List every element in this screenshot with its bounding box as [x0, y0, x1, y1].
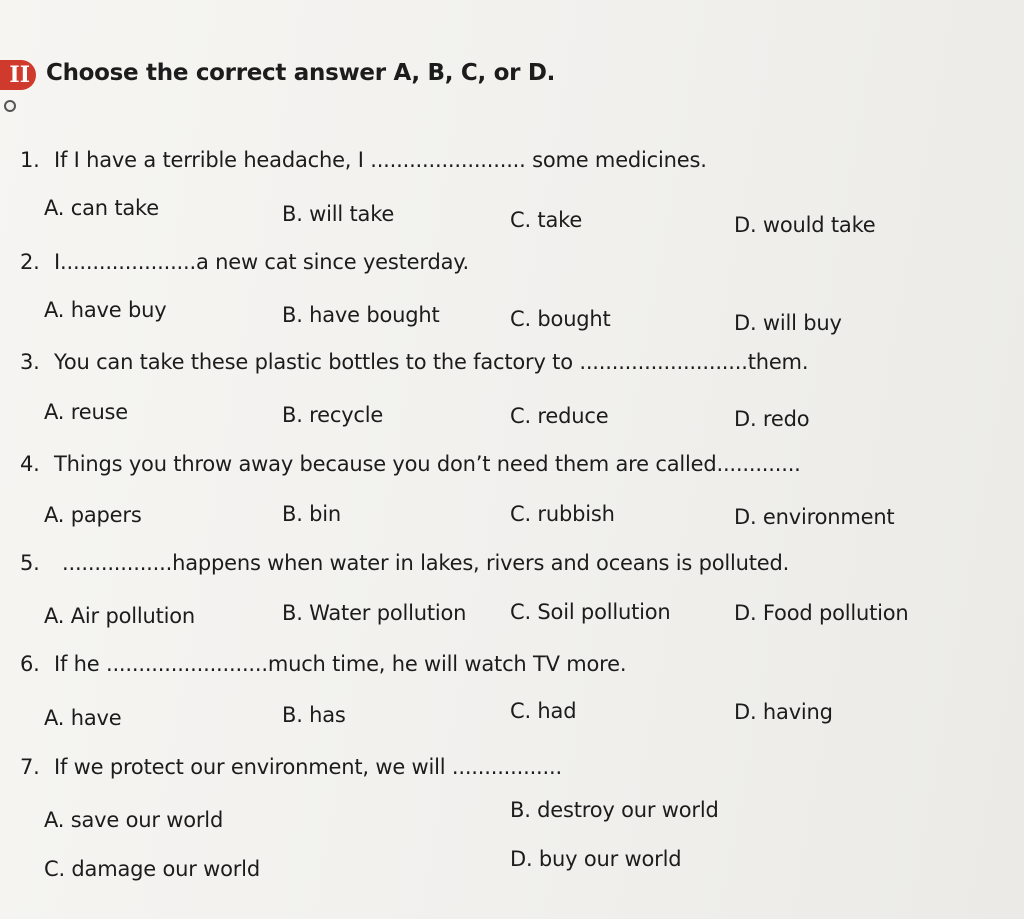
question-text: If he .........................much time, he will watch TV more.: [54, 652, 627, 676]
option-1d: D. would take: [734, 213, 876, 237]
option-2c: C. bought: [510, 307, 611, 331]
option-6b: B. has: [282, 703, 346, 727]
option-6a: A. have: [44, 706, 122, 730]
question-5: [20, 551, 789, 575]
ring-icon: [4, 100, 16, 112]
question-number: 3.: [20, 350, 40, 374]
option-4a: A. papers: [44, 503, 142, 527]
option-2d: D. will buy: [734, 311, 842, 335]
question-4: [20, 452, 801, 476]
option-4d: D. environment: [734, 505, 895, 529]
question-6: [20, 652, 626, 676]
option-3c: C. reduce: [510, 404, 609, 428]
question-text: .................happens when water in lakes, rivers and oceans is polluted.: [62, 551, 790, 575]
question-1: [20, 148, 707, 172]
question-text: If we protect our environment, we will .................: [54, 755, 562, 779]
option-6c: C. had: [510, 699, 577, 723]
option-4b: B. bin: [282, 502, 342, 526]
question-text: I.....................a new cat since yesterday.: [54, 250, 469, 274]
section-heading: Choose the correct answer A, B, C, or D.: [46, 60, 556, 86]
question-text: Things you throw away because you don’t need them are called.............: [54, 452, 801, 476]
option-5b: B. Water pollution: [282, 601, 467, 625]
option-2a: A. have buy: [44, 298, 167, 322]
option-2b: B. have bought: [282, 303, 440, 327]
option-7b: B. destroy our world: [510, 798, 719, 822]
question-7: [20, 755, 562, 779]
question-text: You can take these plastic bottles to the factory to ..........................them.: [54, 350, 809, 374]
question-3: [20, 350, 808, 374]
question-number: 7.: [20, 755, 40, 779]
option-3b: B. recycle: [282, 403, 384, 427]
option-5d: D. Food pollution: [734, 601, 909, 625]
question-2: [20, 250, 469, 274]
option-5a: A. Air pollution: [44, 604, 196, 628]
question-number: 5.: [20, 551, 40, 575]
option-5c: C. Soil pollution: [510, 600, 671, 624]
option-1a: A. can take: [44, 196, 159, 220]
question-number: 2.: [20, 250, 40, 274]
option-7a: A. save our world: [44, 808, 224, 832]
option-7d: D. buy our world: [510, 847, 682, 871]
option-4c: C. rubbish: [510, 502, 615, 526]
question-number: 4.: [20, 452, 40, 476]
question-text: If I have a terrible headache, I ........................ some medicines.: [54, 148, 707, 172]
question-number: 1.: [20, 148, 40, 172]
section-badge: II: [0, 60, 36, 90]
option-3a: A. reuse: [44, 400, 129, 424]
option-1c: C. take: [510, 208, 583, 232]
question-number: 6.: [20, 652, 40, 676]
option-7c: C. damage our world: [44, 857, 260, 881]
option-6d: D. having: [734, 700, 833, 724]
option-1b: B. will take: [282, 202, 395, 226]
option-3d: D. redo: [734, 407, 810, 431]
